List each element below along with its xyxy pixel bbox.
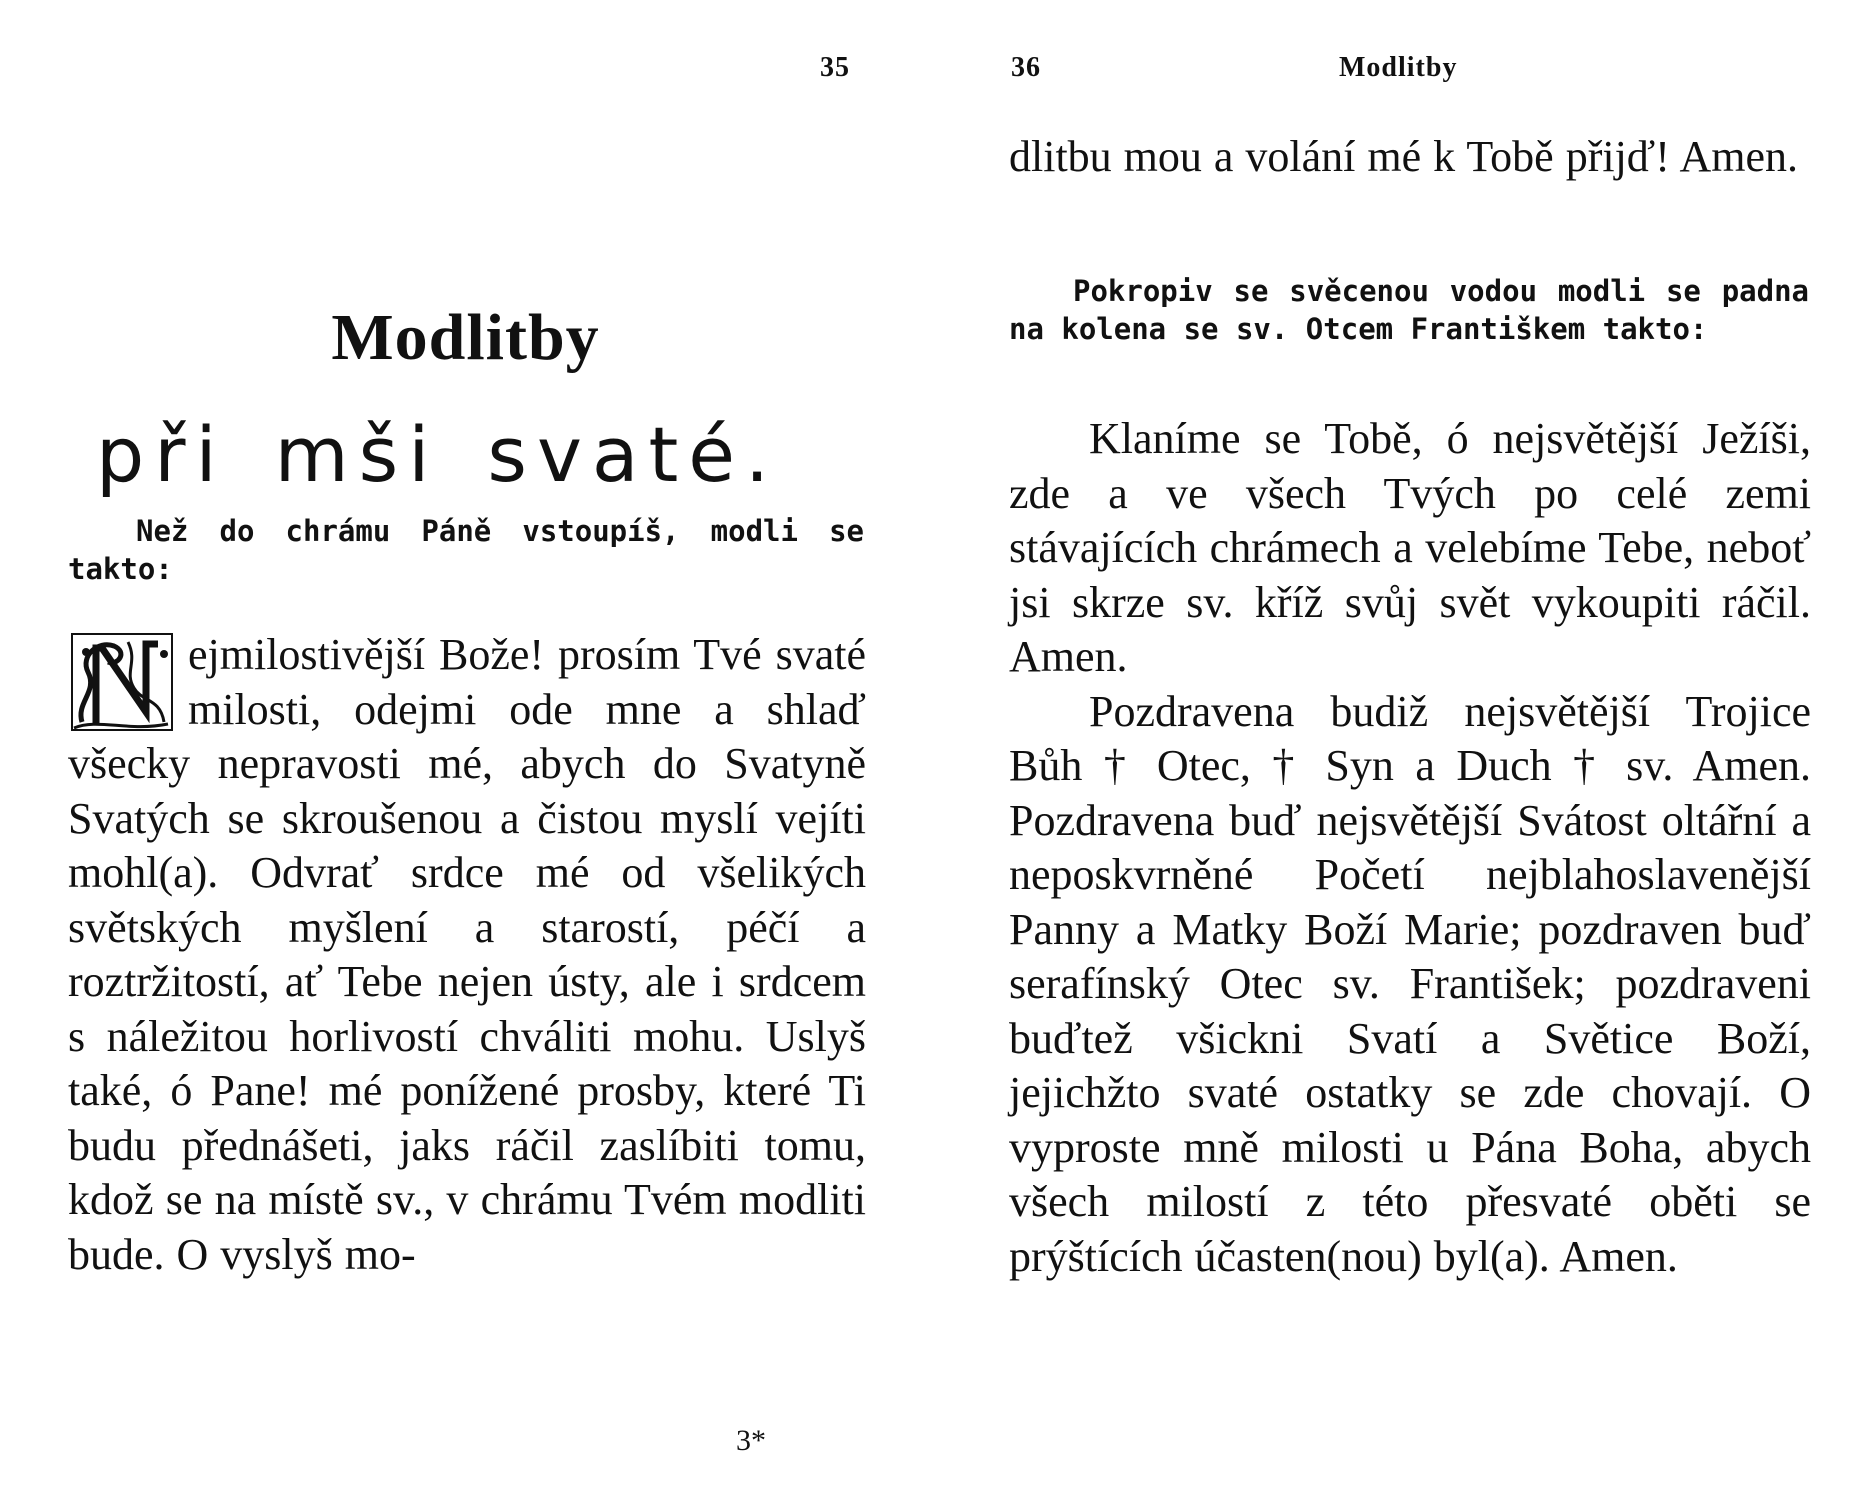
page-subtitle: [96, 410, 779, 499]
prayer-text: [68, 628, 866, 1282]
prayer-paragraph: Pozdravena budiž nejsvětější Trojice Bůh † Otec, † Syn a Duch † sv. Amen. Pozdravena buď nejsvětější Svátost oltářní a neposkvrněné Početí nejblahoslavenější Panny a Matky Boží Marie; pozdraven buď serafínský Otec sv. František; pozdraveni buďtež všickni Svatí a Světice Boží, jejichžto svaté ostatky se zde chovají. O vyproste mně milosti u Pána Boha, abych všech milostí z této přesvaté oběti se prýštících účasten(nou) byl(a). Amen.: [1009, 686, 1811, 1281]
prayer-paragraph: Klaníme se Tobě, ó nejsvětější Ježíši, zde a ve všech Tvých po celé zemi stávajících chrámech a velebíme Tebe, neboť jsi skrze sv. kříž svůj svět vykoupiti ráčil. Amen.: [1009, 414, 1811, 681]
subtitle-word: svaté.: [487, 410, 780, 499]
page-number: 35: [820, 52, 850, 83]
page-title: Modlitby: [331, 301, 600, 374]
subtitle-word: při: [96, 410, 227, 499]
prayer-text: [1009, 412, 1811, 1284]
running-head: Modlitby: [1339, 52, 1458, 83]
page-number: 36: [1011, 52, 1041, 83]
ornamental-initial-icon: [68, 632, 178, 734]
rubric-instruction: Pokropiv se svěcenou vodou modli se padna na kolena se sv. Otcem Františkem takto:: [1009, 274, 1809, 346]
subtitle-word: mši: [274, 410, 440, 499]
rubric-instruction: Než do chrámu Páně vstoupíš, modli se takto:: [68, 514, 864, 586]
signature-mark: 3*: [736, 1424, 766, 1457]
ornamental-initial: [68, 632, 178, 734]
prayer-body: ejmilostivější Bože! prosím Tvé svaté milosti, odejmi ode mne a shlaď všecky nepravosti mé, abych do Svatyně Svatých se skroušenou a čistou myslí vejíti mohl(a). Odvrať srdce mé od všelikých světských myšlení a starostí, péčí a roztržitostí, ať Tebe nejen ústy, ale i srdcem s náležitou horlivostí chváliti mohu. Uslyš také, ó Pane! mé ponížené prosby, které Ti budu přednášeti, jaks ráčil zaslíbiti tomu, kdož se na místě sv., v chrámu Tvém modliti bude. O vyslyš mo-: [68, 630, 866, 1279]
continuation-text: dlitbu mou a volání mé k Tobě přijď! Amen.: [1009, 132, 1798, 181]
